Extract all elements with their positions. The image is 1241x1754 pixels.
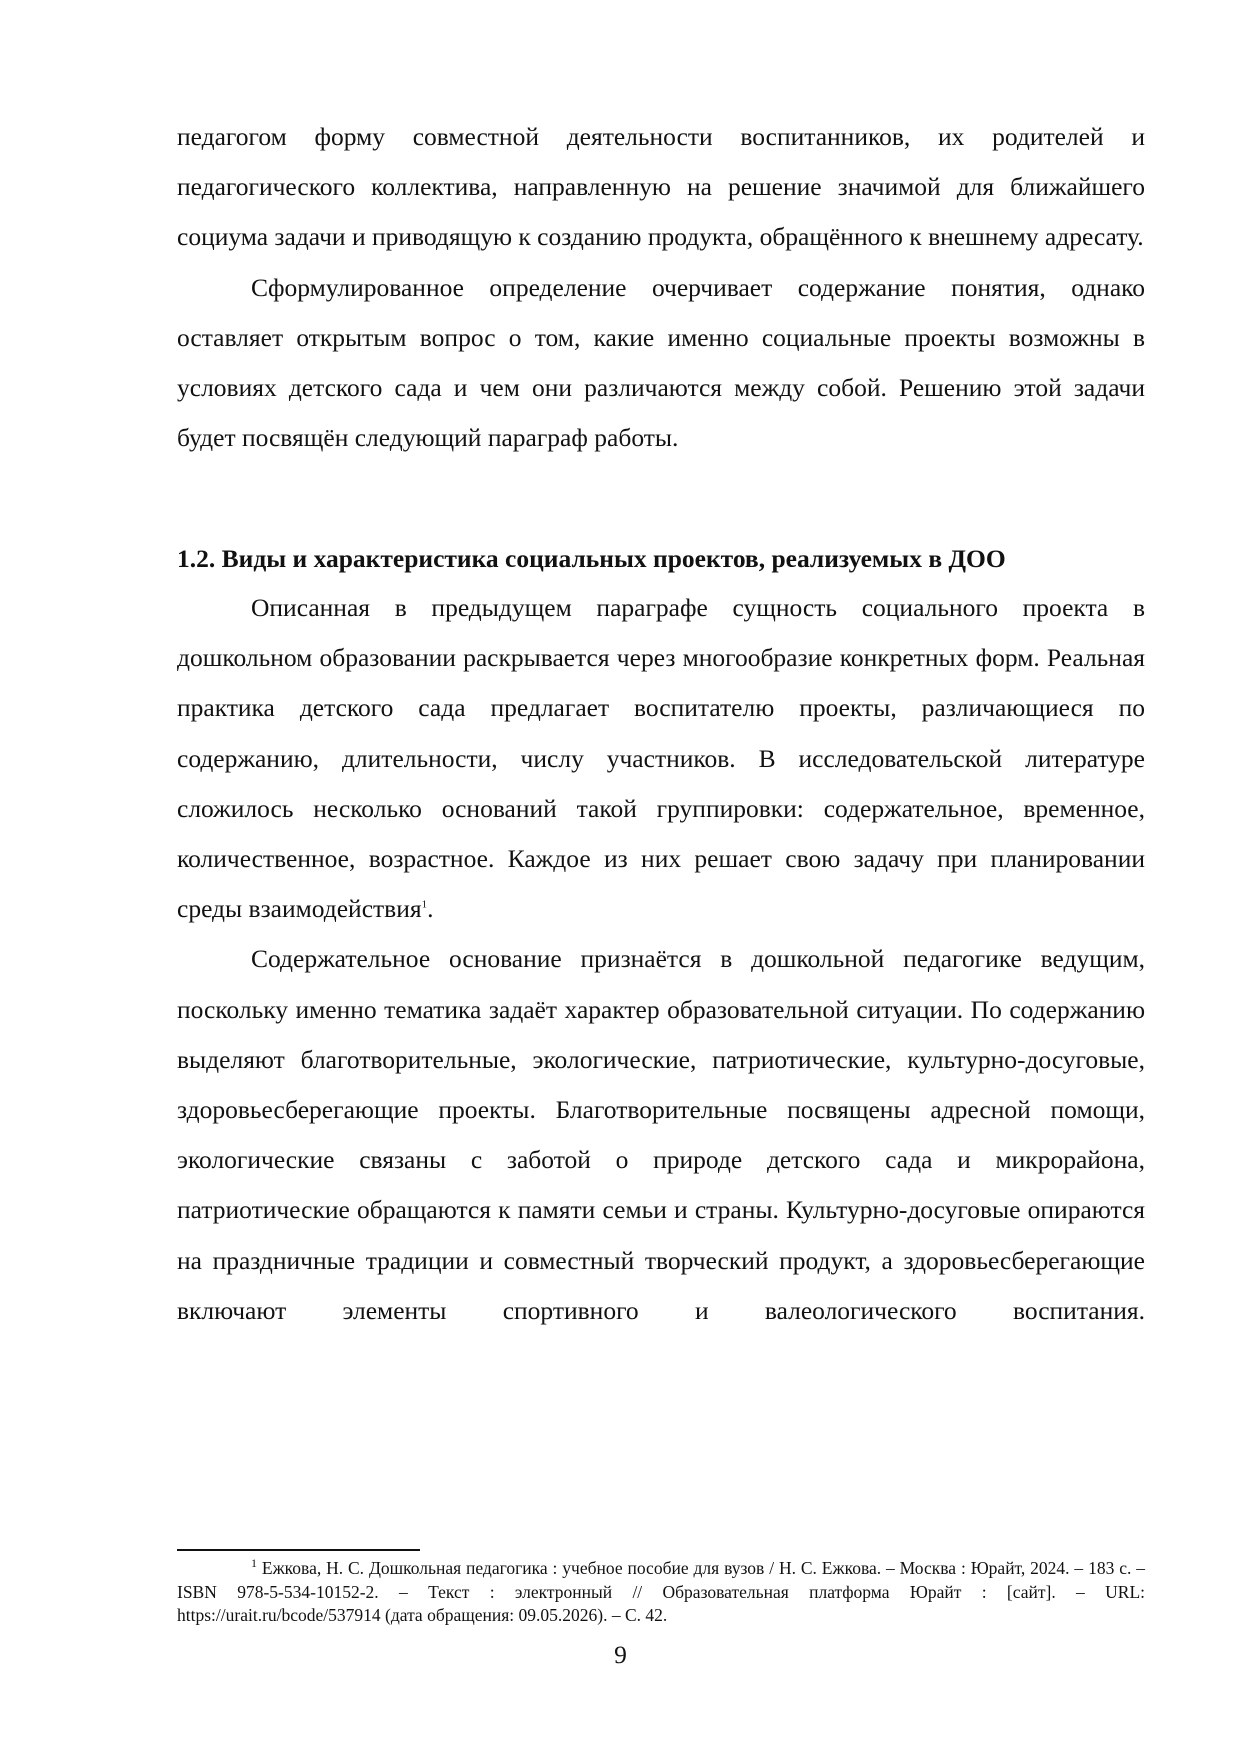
- page-number: 9: [614, 1640, 627, 1669]
- paragraph-types-intro: [177, 583, 1145, 934]
- paragraph-types-intro-text: Описанная в предыдущем параграфе сущность социального проекта в дошкольном образовании раскрывается через многообразие конкретных форм. Реальная практика детского сада предлагает воспитателю проекты, различающиеся по содержанию, длительности, числу участников. В исследовательской литературе сложилось несколько оснований такой группировки: содержательное, временное, количественное, возрастное. Каждое из них решает свою задачу при планировании среды взаимодействия: [177, 593, 1145, 924]
- footnote-entry: [177, 1557, 1145, 1628]
- footnote-text: Ежкова, Н. С. Дошкольная педагогика : учебное пособие для вузов / Н. С. Ежкова. – Москва : Юрайт, 2024. – 183 с. – ISBN 978-5-534-10152-2. – Текст : электронный // Образовательная платформа Юрайт : [сайт]. – URL: https://urait.ru/bcode/537914 (дата обращения: 09.05.2026). – С. 42.: [177, 1558, 1145, 1625]
- section-heading: 1.2. Виды и характеристика социальных проектов, реализуемых в ДОО: [177, 544, 1006, 573]
- text-block-section: [177, 583, 1145, 1336]
- text-block-top: [177, 112, 1145, 463]
- footnote-separator: [177, 1549, 420, 1551]
- paragraph-continuation: педагогом форму совместной деятельности воспитанников, их родителей и педагогического коллектива, направленную на решение значимой для ближайшего социума задачи и приводящую к созданию продукта, обращённого к внешнему адресату.: [177, 122, 1145, 252]
- footnote-number: 1: [251, 1556, 257, 1571]
- paragraph-definition: Сформулированное определение очерчивает содержание понятия, однако оставляет открытым вопрос о том, какие именно социальные проекты возможны в условиях детского сада и чем они различаются между собой. Решению этой задачи будет посвящён следующий параграф работы.: [177, 272, 1145, 453]
- footnote-reference[interactable]: 1: [421, 898, 428, 911]
- footnote: [177, 1557, 1145, 1628]
- paragraph-types-intro-end: .: [427, 894, 434, 924]
- paragraph-content-basis: Содержательное основание признаётся в дошкольной педагогике ведущим, поскольку именно тематика задаёт характер образовательной ситуации. По содержанию выделяют благотворительные, экологические, патриотические, культурно-досуговые, здоровьесберегающие проекты. Благотворительные посвящены адресной помощи, экологические связаны с заботой о природе детского сада и микрорайона, патриотические обращаются к памяти семьи и страны. Культурно-досуговые опираются на праздничные традиции и совместный творческий продукт, а здоровьесберегающие включают элементы спортивного и валеологического воспитания.: [177, 944, 1145, 1325]
